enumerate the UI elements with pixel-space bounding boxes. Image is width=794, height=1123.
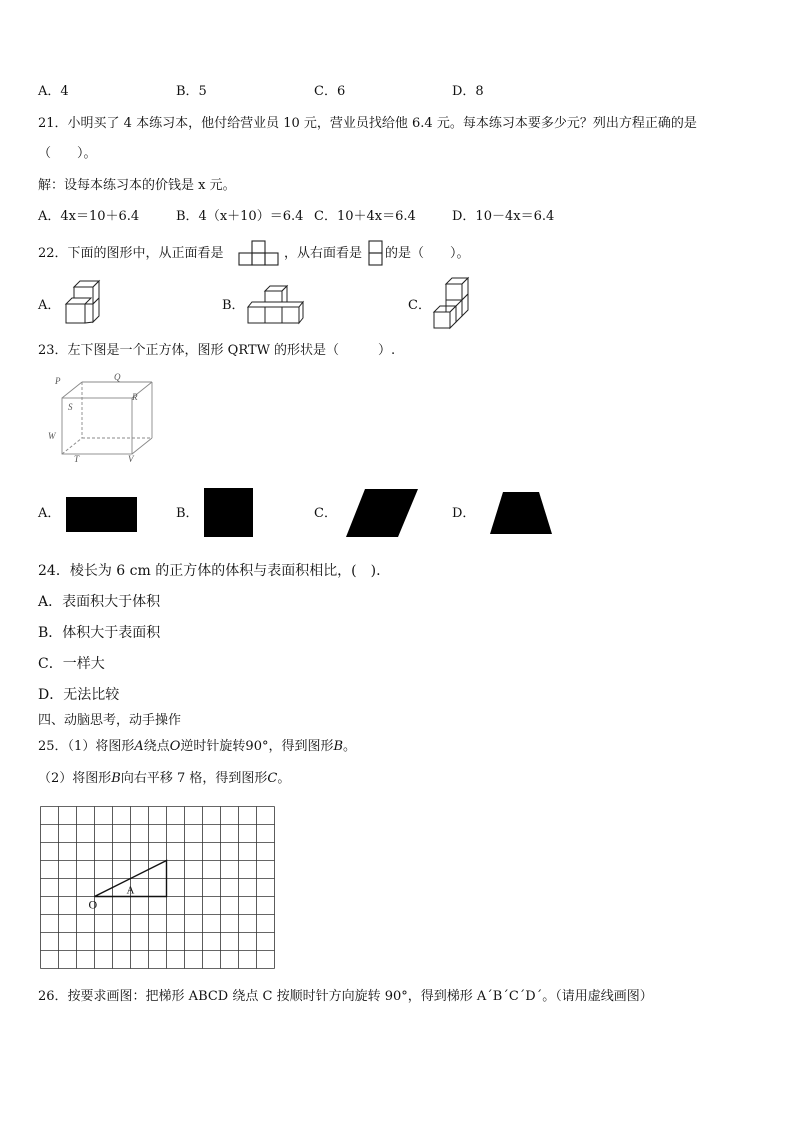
q26-stem: 26．按要求画图：把梯形 ABCD 绕点 C 按顺时针方向旋转 90°，得到梯形 A´B´C´D´。（请用虚线画图） <box>38 989 653 1004</box>
q23-option-b-label: B． <box>176 506 199 521</box>
q25-line2-B: B <box>111 771 121 786</box>
q24-option-b: B．体积大于表面积 <box>38 625 161 641</box>
q25-line1-e: 。 <box>343 739 357 754</box>
q22-option-a-figure <box>62 280 102 330</box>
q23-option-b-square <box>204 488 254 538</box>
q24-stem: 24．棱长为 6 cm 的正方体的体积与表面积相比，( ). <box>38 563 381 579</box>
q21-solution: 解：设每本练习本的价钱是 x 元。 <box>38 178 236 193</box>
q25-square-grid <box>40 806 276 970</box>
cube-label-t: T <box>74 454 80 464</box>
q25-line1-O: O <box>169 739 181 754</box>
q25-line1-deg: 90° <box>245 739 269 754</box>
q20-option-b: B．5 <box>176 84 207 99</box>
q22-option-a-label: A． <box>38 298 61 313</box>
q20-option-c: C．6 <box>314 84 346 99</box>
q20-option-a: A．4 <box>38 84 69 99</box>
cube-label-q: Q <box>114 372 121 382</box>
q24-option-a: A．表面积大于体积 <box>38 594 161 610</box>
cube-label-v: V <box>128 454 134 464</box>
q23-option-a-rectangle <box>66 497 138 533</box>
q22-stem-c: 的是（ ）。 <box>385 246 470 261</box>
q22-right-view-figure <box>368 240 384 268</box>
q24-option-d: D．无法比较 <box>38 687 120 703</box>
q21-option-c: C．10＋4x＝6.4 <box>314 209 416 224</box>
q21-option-d: D．10－4x＝6.4 <box>452 209 555 224</box>
point-o-label: O <box>88 897 98 912</box>
q22-option-c-figure <box>432 276 472 332</box>
q25-part1 <box>38 739 356 755</box>
q22-front-view-figure <box>238 240 282 266</box>
q22-stem-a: 22．下面的图形中，从正面看是 <box>38 246 224 261</box>
q25-line1-b: 绕点 <box>143 739 170 754</box>
q24-option-c: C．一样大 <box>38 656 105 672</box>
q25-line1-a: 25．（1）将图形 <box>38 739 135 754</box>
figure-a-label: A <box>126 884 135 897</box>
section4-title: 四、动脑思考，动手操作 <box>38 713 182 728</box>
q22-option-c-label: C． <box>408 298 431 313</box>
q22-stem-b: ，从右面看是 <box>284 246 363 261</box>
q23-option-d-trapezoid <box>489 491 553 535</box>
q25-part2 <box>38 771 290 787</box>
cube-label-r: R <box>132 392 138 402</box>
q23-stem: 23．左下图是一个正方体，图形 QRTW 的形状是（ ）. <box>38 343 396 358</box>
cube-label-w: W <box>48 431 56 441</box>
cube-label-p: P <box>55 376 61 386</box>
q23-option-c-parallelogram <box>345 488 419 538</box>
q21-paren: （ ）。 <box>38 146 97 161</box>
q21-stem: 21．小明买了 4 本练习本，他付给营业员 10 元，营业员找给他 6.4 元。每本练习本要多少元？列出方程正确的是 <box>38 116 697 131</box>
q25-line1-d: ，得到图形 <box>268 739 334 754</box>
q20-option-d: D．8 <box>452 84 484 99</box>
q25-line1-A: A <box>134 739 144 754</box>
q23-option-c-label: C． <box>314 506 337 521</box>
q25-line2-C: C <box>267 771 278 786</box>
q23-option-d-label: D． <box>452 506 476 521</box>
q25-line2-a: （2）将图形 <box>38 771 112 786</box>
q25-line1-B: B <box>333 739 344 754</box>
q23-option-a-label: A． <box>38 506 61 521</box>
cube-label-s: S <box>68 402 73 412</box>
q25-line2-c: 。 <box>277 771 291 786</box>
q21-option-b: B．4（x＋10）＝6.4 <box>176 209 304 224</box>
q22-option-b-label: B． <box>222 298 245 313</box>
q25-line2-b: 向右平移 7 格，得到图形 <box>120 771 268 786</box>
q23-cube-figure <box>48 372 158 464</box>
q21-option-a: A．4x＝10＋6.4 <box>38 209 140 224</box>
q25-line1-c: 逆时针旋转 <box>180 739 246 754</box>
q22-option-b-figure <box>246 284 304 326</box>
